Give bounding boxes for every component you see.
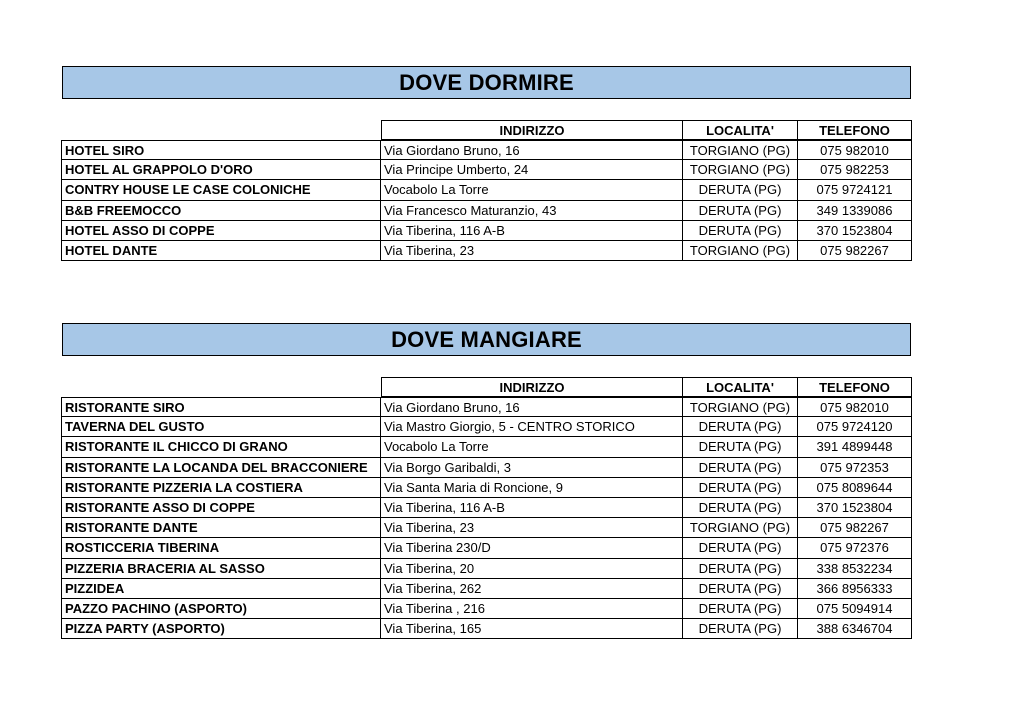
venue-phone: 075 972376 [798, 538, 912, 558]
venue-address: Via Giordano Bruno, 16 [381, 397, 683, 417]
venue-name: B&B FREEMOCCO [61, 201, 381, 221]
venue-name: PIZZERIA BRACERIA AL SASSO [61, 559, 381, 579]
venue-phone: 075 982267 [798, 518, 912, 538]
venue-address: Via Mastro Giorgio, 5 - CENTRO STORICO [381, 417, 683, 437]
table-row [61, 458, 912, 478]
table-row [61, 498, 912, 518]
table-row [61, 180, 912, 200]
venue-address: Vocabolo La Torre [381, 437, 683, 457]
table-row [61, 619, 912, 639]
table-header [61, 120, 912, 140]
venue-name: HOTEL ASSO DI COPPE [61, 221, 381, 241]
table-row [61, 397, 912, 417]
venue-location: DERUTA (PG) [683, 538, 798, 558]
table-row [61, 478, 912, 498]
venue-location: TORGIANO (PG) [683, 160, 798, 180]
venue-phone: 388 6346704 [798, 619, 912, 639]
venue-name: PIZZIDEA [61, 579, 381, 599]
header-phone: TELEFONO [798, 377, 912, 397]
venue-name: RISTORANTE SIRO [61, 397, 381, 417]
venue-address: Via Tiberina, 20 [381, 559, 683, 579]
venue-address: Via Principe Umberto, 24 [381, 160, 683, 180]
table-row [61, 559, 912, 579]
restaurant-table [61, 377, 912, 639]
venue-name: TAVERNA DEL GUSTO [61, 417, 381, 437]
venue-phone: 075 5094914 [798, 599, 912, 619]
venue-location: DERUTA (PG) [683, 417, 798, 437]
venue-address: Via Borgo Garibaldi, 3 [381, 458, 683, 478]
venue-address: Via Tiberina, 262 [381, 579, 683, 599]
venue-phone: 075 982010 [798, 397, 912, 417]
venue-location: DERUTA (PG) [683, 619, 798, 639]
table-row [61, 518, 912, 538]
venue-address: Via Tiberina , 216 [381, 599, 683, 619]
lodging-table [61, 120, 912, 261]
venue-location: DERUTA (PG) [683, 559, 798, 579]
venue-location: DERUTA (PG) [683, 498, 798, 518]
table-row [61, 538, 912, 558]
venue-address: Via Francesco Maturanzio, 43 [381, 201, 683, 221]
venue-phone: 349 1339086 [798, 201, 912, 221]
venue-location: DERUTA (PG) [683, 221, 798, 241]
venue-phone: 338 8532234 [798, 559, 912, 579]
table-row [61, 160, 912, 180]
venue-phone: 075 9724121 [798, 180, 912, 200]
table-header [61, 377, 912, 397]
venue-phone: 370 1523804 [798, 498, 912, 518]
table-row [61, 417, 912, 437]
venue-address: Via Tiberina, 23 [381, 241, 683, 261]
venue-name: HOTEL SIRO [61, 140, 381, 160]
table-row [61, 201, 912, 221]
table-row [61, 221, 912, 241]
venue-name: RISTORANTE DANTE [61, 518, 381, 538]
venue-location: DERUTA (PG) [683, 437, 798, 457]
venue-location: TORGIANO (PG) [683, 140, 798, 160]
venue-location: DERUTA (PG) [683, 599, 798, 619]
venue-location: DERUTA (PG) [683, 478, 798, 498]
venue-phone: 075 8089644 [798, 478, 912, 498]
table-row [61, 599, 912, 619]
section-title-dove-dormire: DOVE DORMIRE [62, 66, 911, 99]
venue-phone: 075 982267 [798, 241, 912, 261]
venue-phone: 370 1523804 [798, 221, 912, 241]
venue-address: Vocabolo La Torre [381, 180, 683, 200]
venue-name: HOTEL DANTE [61, 241, 381, 261]
venue-name: RISTORANTE LA LOCANDA DEL BRACCONIERE [61, 458, 381, 478]
venue-location: TORGIANO (PG) [683, 518, 798, 538]
venue-name: PIZZA PARTY (ASPORTO) [61, 619, 381, 639]
section-title-dove-mangiare: DOVE MANGIARE [62, 323, 911, 356]
venue-location: TORGIANO (PG) [683, 241, 798, 261]
venue-location: DERUTA (PG) [683, 201, 798, 221]
venue-address: Via Tiberina, 165 [381, 619, 683, 639]
venue-phone: 391 4899448 [798, 437, 912, 457]
venue-phone: 075 982010 [798, 140, 912, 160]
venue-phone: 075 982253 [798, 160, 912, 180]
header-address: INDIRIZZO [381, 120, 683, 140]
table-row [61, 241, 912, 261]
venue-name: PAZZO PACHINO (ASPORTO) [61, 599, 381, 619]
venue-location: TORGIANO (PG) [683, 397, 798, 417]
header-address: INDIRIZZO [381, 377, 683, 397]
venue-location: DERUTA (PG) [683, 180, 798, 200]
table-row [61, 140, 912, 160]
header-location: LOCALITA' [683, 120, 798, 140]
header-phone: TELEFONO [798, 120, 912, 140]
venue-address: Via Tiberina 230/D [381, 538, 683, 558]
venue-phone: 366 8956333 [798, 579, 912, 599]
venue-name: ROSTICCERIA TIBERINA [61, 538, 381, 558]
venue-name: RISTORANTE IL CHICCO DI GRANO [61, 437, 381, 457]
venue-address: Via Tiberina, 23 [381, 518, 683, 538]
venue-phone: 075 9724120 [798, 417, 912, 437]
venue-location: DERUTA (PG) [683, 579, 798, 599]
table-row [61, 579, 912, 599]
venue-phone: 075 972353 [798, 458, 912, 478]
venue-name: RISTORANTE PIZZERIA LA COSTIERA [61, 478, 381, 498]
table-row [61, 437, 912, 457]
header-location: LOCALITA' [683, 377, 798, 397]
venue-name: CONTRY HOUSE LE CASE COLONICHE [61, 180, 381, 200]
venue-address: Via Santa Maria di Roncione, 9 [381, 478, 683, 498]
venue-location: DERUTA (PG) [683, 458, 798, 478]
venue-address: Via Tiberina, 116 A-B [381, 498, 683, 518]
venue-address: Via Tiberina, 116 A-B [381, 221, 683, 241]
venue-name: HOTEL AL GRAPPOLO D'ORO [61, 160, 381, 180]
venue-address: Via Giordano Bruno, 16 [381, 140, 683, 160]
venue-name: RISTORANTE ASSO DI COPPE [61, 498, 381, 518]
